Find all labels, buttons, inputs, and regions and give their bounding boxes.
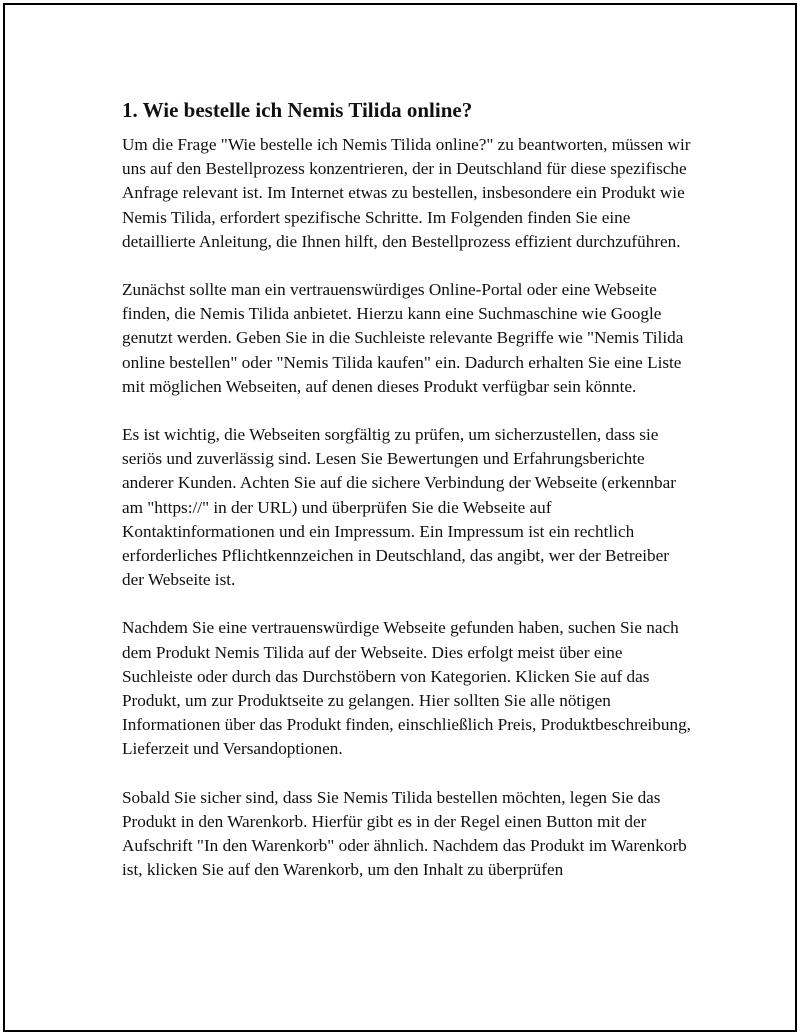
- paragraph-find-portal: Zunächst sollte man ein vertrauenswürdiges Online-Portal oder eine Webseite finden, die Nemis Tilida anbietet. Hierzu kann eine Suchmaschine wie Google genutzt werden. Geben Sie in die Suchleiste relevante Begriffe wie "Nemis Tilida online bestellen" oder "Nemis Tilida kaufen" ein. Dadurch erhalten Sie eine Liste mit möglichen Webseiten, auf denen dieses Produkt verfügbar sein könnte.: [122, 280, 684, 396]
- paragraph-intro: Um die Frage "Wie bestelle ich Nemis Tilida online?" zu beantworten, müssen wir uns auf den Bestellprozess konzentrieren, der in Deutschland für diese spezifische Anfrage relevant ist. Im Internet etwas zu bestellen, insbesondere ein Produkt wie Nemis Tilida, erfordert spezifische Schritte. Im Folgenden finden Sie eine detaillierte Anleitung, die Ihnen hilft, den Bestellprozess effizient durchzuführen.: [122, 135, 691, 251]
- paragraph-add-to-cart: Sobald Sie sicher sind, dass Sie Nemis Tilida bestellen möchten, legen Sie das Produkt in den Warenkorb. Hierfür gibt es in der Regel einen Button mit der Aufschrift "In den Warenkorb" oder ähnlich. Nachdem das Produkt im Warenkorb ist, klicken Sie auf den Warenkorb, um den Inhalt zu überprüfen: [122, 787, 687, 880]
- paragraph-verify-website: Es ist wichtig, die Webseiten sorgfältig zu prüfen, um sicherzustellen, dass sie seriös und zuverlässig sind. Lesen Sie Bewertungen und Erfahrungsberichte anderer Kunden. Achten Sie auf die sichere Verbindung der Webseite (erkennbar am "https://" in der URL) und überprüfen Sie die Webseite auf Kontaktinformationen und ein Impressum. Ein Impressum ist ein rechtlich erforderliches Pflichtkennzeichen in Deutschland, das angibt, wer der Betreiber der Webseite ist.: [122, 425, 676, 590]
- document-body: [122, 96, 692, 906]
- paragraph-search-product: Nachdem Sie eine vertrauenswürdige Webseite gefunden haben, suchen Sie nach dem Produkt Nemis Tilida auf der Webseite. Dies erfolgt meist über eine Suchleiste oder durch das Durchstöbern von Kategorien. Klicken Sie auf das Produkt, um zur Produktseite zu gelangen. Hier sollten Sie alle nötigen Informationen über das Produkt finden, einschließlich Preis, Produktbeschreibung, Lieferzeit und Versandoptionen.: [122, 618, 691, 759]
- section-heading: 1. Wie bestelle ich Nemis Tilida online?: [122, 98, 473, 122]
- page-frame: [3, 3, 797, 1032]
